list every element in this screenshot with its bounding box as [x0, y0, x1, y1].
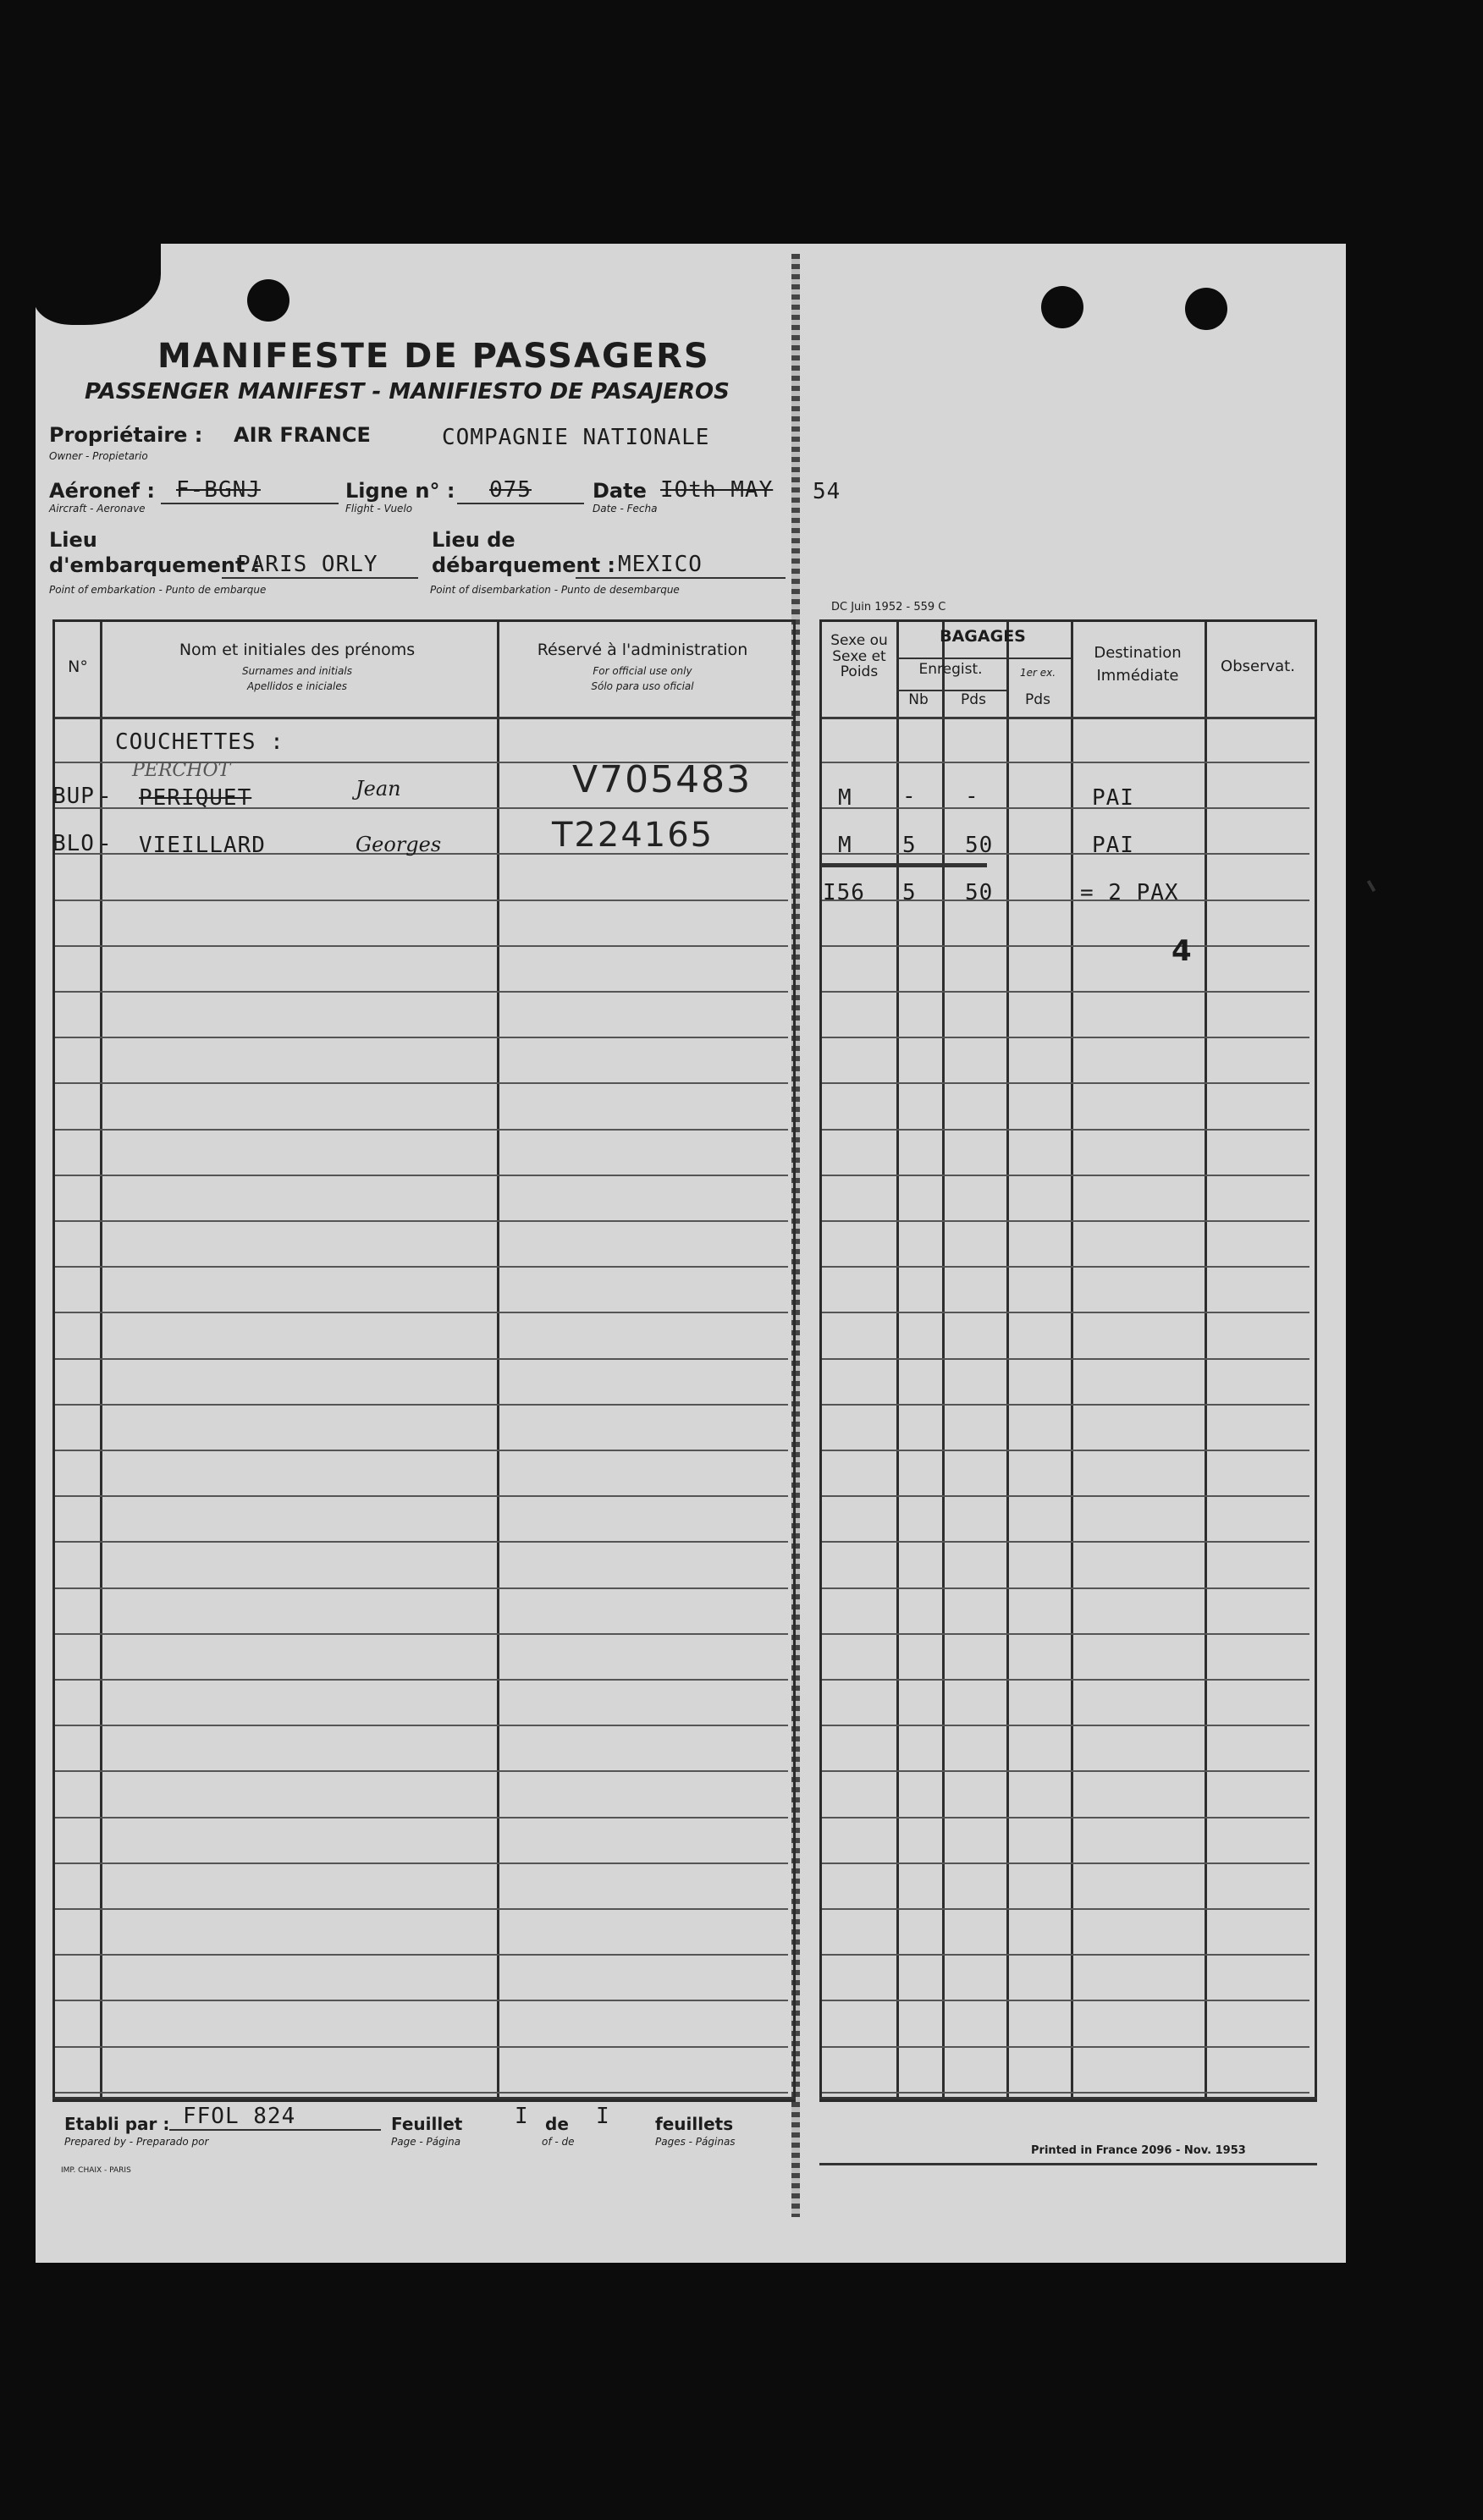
row-dash: - — [98, 784, 113, 809]
row-rule — [822, 1725, 1309, 1726]
row-rule — [822, 945, 1309, 947]
col-name-sub1: Surnames and initials — [242, 665, 352, 677]
row-rule — [55, 1129, 788, 1131]
row-rule — [822, 1541, 1309, 1543]
punch-hole — [247, 279, 289, 322]
col-divider — [1205, 622, 1207, 2099]
passenger-pds: - — [965, 784, 979, 809]
row-rule — [55, 1450, 788, 1451]
row-prefix: BUP — [52, 784, 95, 809]
sheet-value: I — [515, 2104, 529, 2129]
row-rule — [822, 1817, 1309, 1818]
total-nb: 5 — [902, 880, 917, 905]
passenger-name-handwritten: PERCHOT — [132, 760, 231, 781]
embark-label-1: Lieu — [49, 528, 97, 552]
row-rule — [55, 945, 788, 947]
col-admin-header: Réservé à l'administration — [537, 641, 748, 659]
of-sub: of - de — [542, 2136, 575, 2148]
footer-rule — [52, 2097, 796, 2099]
row-rule — [55, 1587, 788, 1589]
col-admin-sub2: Sólo para uso oficial — [591, 680, 694, 692]
disembark-label-2: débarquement : — [432, 553, 616, 577]
passenger-nb: 5 — [902, 833, 917, 858]
col-excess-pds-header: Pds — [1025, 691, 1050, 708]
col-enreg-header: Enregist. — [918, 661, 983, 678]
row-rule — [822, 1220, 1309, 1222]
disembark-label-1: Lieu de — [432, 528, 515, 552]
row-dash: - — [98, 831, 113, 856]
scan-mark — [1367, 880, 1375, 892]
total-pds: 50 — [965, 880, 994, 905]
aircraft-label: Aéronef : — [49, 479, 155, 503]
row-rule — [822, 807, 1309, 809]
aircraft-sub: Aircraft - Aeronave — [49, 503, 146, 514]
section-label: COUCHETTES : — [115, 729, 284, 755]
pages-sub: Pages - Páginas — [655, 2136, 736, 2148]
row-rule — [822, 1770, 1309, 1772]
form-reference: DC Juin 1952 - 559 C — [831, 601, 946, 613]
row-rule — [55, 2092, 788, 2094]
total-rule — [821, 863, 987, 867]
row-rule — [822, 853, 1309, 855]
col-no-header: N° — [68, 658, 88, 676]
passenger-initial: Jean — [356, 777, 401, 801]
col-baggage-header: BAGAGES — [940, 627, 1026, 646]
passenger-table-right — [819, 619, 1317, 2102]
row-rule — [55, 1633, 788, 1635]
row-rule — [822, 1587, 1309, 1589]
header-rule — [55, 717, 793, 719]
col-divider — [497, 622, 499, 2099]
sheet-sub: Page - Página — [391, 2136, 461, 2148]
row-rule — [55, 2046, 788, 2048]
row-rule — [822, 1404, 1309, 1406]
passenger-admin-number: V705483 — [572, 758, 753, 801]
embark-underline — [222, 577, 418, 579]
row-rule — [55, 1266, 788, 1268]
row-rule — [55, 1679, 788, 1681]
row-rule — [55, 1495, 788, 1497]
col-nb-header: Nb — [908, 691, 929, 708]
row-rule — [822, 1954, 1309, 1956]
date-year: 54 — [813, 479, 841, 504]
col-sex-header: Sexe ou Sexe et Poids — [830, 632, 888, 681]
row-rule — [55, 1862, 788, 1864]
punch-hole — [1041, 286, 1083, 328]
footer-rule-right — [819, 2097, 1317, 2099]
printed-note: Printed in France 2096 - Nov. 1953 — [1031, 2144, 1246, 2157]
line-label: Ligne n° : — [345, 479, 455, 503]
of-value: I — [596, 2104, 610, 2129]
row-rule — [822, 762, 1309, 763]
row-rule — [822, 1862, 1309, 1864]
prepared-underline — [169, 2129, 381, 2131]
line-value: 075 — [489, 477, 532, 503]
total-extra: 4 — [1172, 934, 1192, 968]
owner-value: AIR FRANCE — [234, 423, 371, 447]
col-excess-header: 1er ex. — [1019, 667, 1056, 679]
row-rule — [55, 1082, 788, 1084]
row-rule — [55, 1954, 788, 1956]
bagages-rule — [896, 658, 1071, 659]
row-rule — [822, 2000, 1309, 2001]
row-rule — [822, 1129, 1309, 1131]
punch-hole — [1185, 288, 1227, 330]
row-rule — [822, 1633, 1309, 1635]
col-obs-header: Observat. — [1221, 658, 1295, 675]
passenger-nb: - — [902, 784, 917, 809]
row-rule — [55, 1725, 788, 1726]
col-pds-header: Pds — [961, 691, 986, 708]
col-admin-sub1: For official use only — [593, 665, 692, 677]
passenger-sex: M — [838, 785, 852, 811]
col-name-header: Nom et initiales des prénoms — [179, 641, 416, 659]
aircraft-underline — [161, 503, 339, 504]
row-rule — [55, 900, 788, 901]
passenger-name: PERIQUET — [139, 785, 252, 811]
date-sub: Date - Fecha — [593, 503, 658, 514]
row-rule — [55, 1770, 788, 1772]
row-rule — [822, 1450, 1309, 1451]
row-rule — [55, 1358, 788, 1360]
row-rule — [55, 1312, 788, 1313]
disembark-sub: Point of disembarkation - Punto de desembarque — [430, 584, 680, 596]
row-rule — [55, 1175, 788, 1176]
row-rule — [55, 1541, 788, 1543]
embark-value: PARIS ORLY — [237, 552, 378, 577]
header-rule — [822, 717, 1315, 719]
row-rule — [822, 900, 1309, 901]
col-name-sub2: Apellidos e iniciales — [247, 680, 347, 692]
row-rule — [822, 1358, 1309, 1360]
row-rule — [822, 1312, 1309, 1313]
row-rule — [55, 1908, 788, 1910]
prepared-label: Etabli par : — [64, 2114, 170, 2134]
sheet-label: Feuillet — [391, 2114, 463, 2134]
col-divider — [896, 622, 899, 2099]
passenger-name: VIEILLARD — [139, 833, 266, 858]
row-rule — [822, 991, 1309, 993]
row-rule — [822, 1175, 1309, 1176]
col-divider — [1071, 622, 1073, 2099]
row-rule — [55, 1404, 788, 1406]
date-label: Date — [593, 479, 647, 503]
prepared-sub: Prepared by - Preparado por — [64, 2136, 209, 2148]
of-label: de — [545, 2114, 569, 2134]
page-subtitle: PASSENGER MANIFEST - MANIFIESTO DE PASAJEROS — [85, 379, 730, 404]
owner-extra: COMPAGNIE NATIONALE — [442, 425, 710, 450]
line-underline — [457, 503, 584, 504]
date-value: IOth MAY — [660, 477, 774, 503]
row-rule — [822, 2092, 1309, 2094]
row-rule — [55, 1817, 788, 1818]
row-prefix: BLO — [52, 831, 95, 856]
owner-label: Propriétaire : — [49, 423, 203, 447]
passenger-dest: PAI — [1092, 785, 1134, 811]
row-rule — [55, 2000, 788, 2001]
passenger-pds: 50 — [965, 833, 994, 858]
prepared-value: FFOL 824 — [183, 2104, 296, 2129]
aircraft-value: F-BGNJ — [176, 477, 261, 503]
row-rule — [822, 1495, 1309, 1497]
row-rule — [822, 1037, 1309, 1038]
passenger-dest: PAI — [1092, 833, 1134, 858]
owner-sub: Owner - Propietario — [49, 450, 148, 462]
page-title: MANIFESTE DE PASSAGERS — [157, 337, 710, 376]
row-rule — [55, 1220, 788, 1222]
total-pax: = 2 PAX — [1080, 880, 1179, 905]
printer-imprint: IMP. CHAIX - PARIS — [61, 2166, 131, 2175]
row-rule — [822, 1908, 1309, 1910]
col-divider — [942, 622, 945, 2099]
pages-label: feuillets — [655, 2114, 734, 2134]
disembark-underline — [576, 577, 786, 579]
row-rule — [822, 2046, 1309, 2048]
total-weight: I56 — [823, 880, 865, 905]
line-sub: Flight - Vuelo — [345, 503, 413, 514]
passenger-initial: Georges — [356, 833, 442, 856]
passenger-admin-number: T224165 — [552, 816, 714, 855]
col-dest-header: Destination Immédiate — [1094, 644, 1182, 685]
embark-sub: Point of embarkation - Punto de embarque — [49, 584, 267, 596]
footer-rule-right-bottom — [819, 2163, 1317, 2165]
row-rule — [822, 1679, 1309, 1681]
row-rule — [55, 1037, 788, 1038]
disembark-value: MEXICO — [618, 552, 703, 577]
col-divider — [1006, 622, 1009, 2099]
embark-label-2: d'embarquement : — [49, 553, 261, 577]
row-rule — [822, 1082, 1309, 1084]
passenger-sex: M — [838, 833, 852, 858]
row-rule — [55, 991, 788, 993]
row-rule — [822, 1266, 1309, 1268]
